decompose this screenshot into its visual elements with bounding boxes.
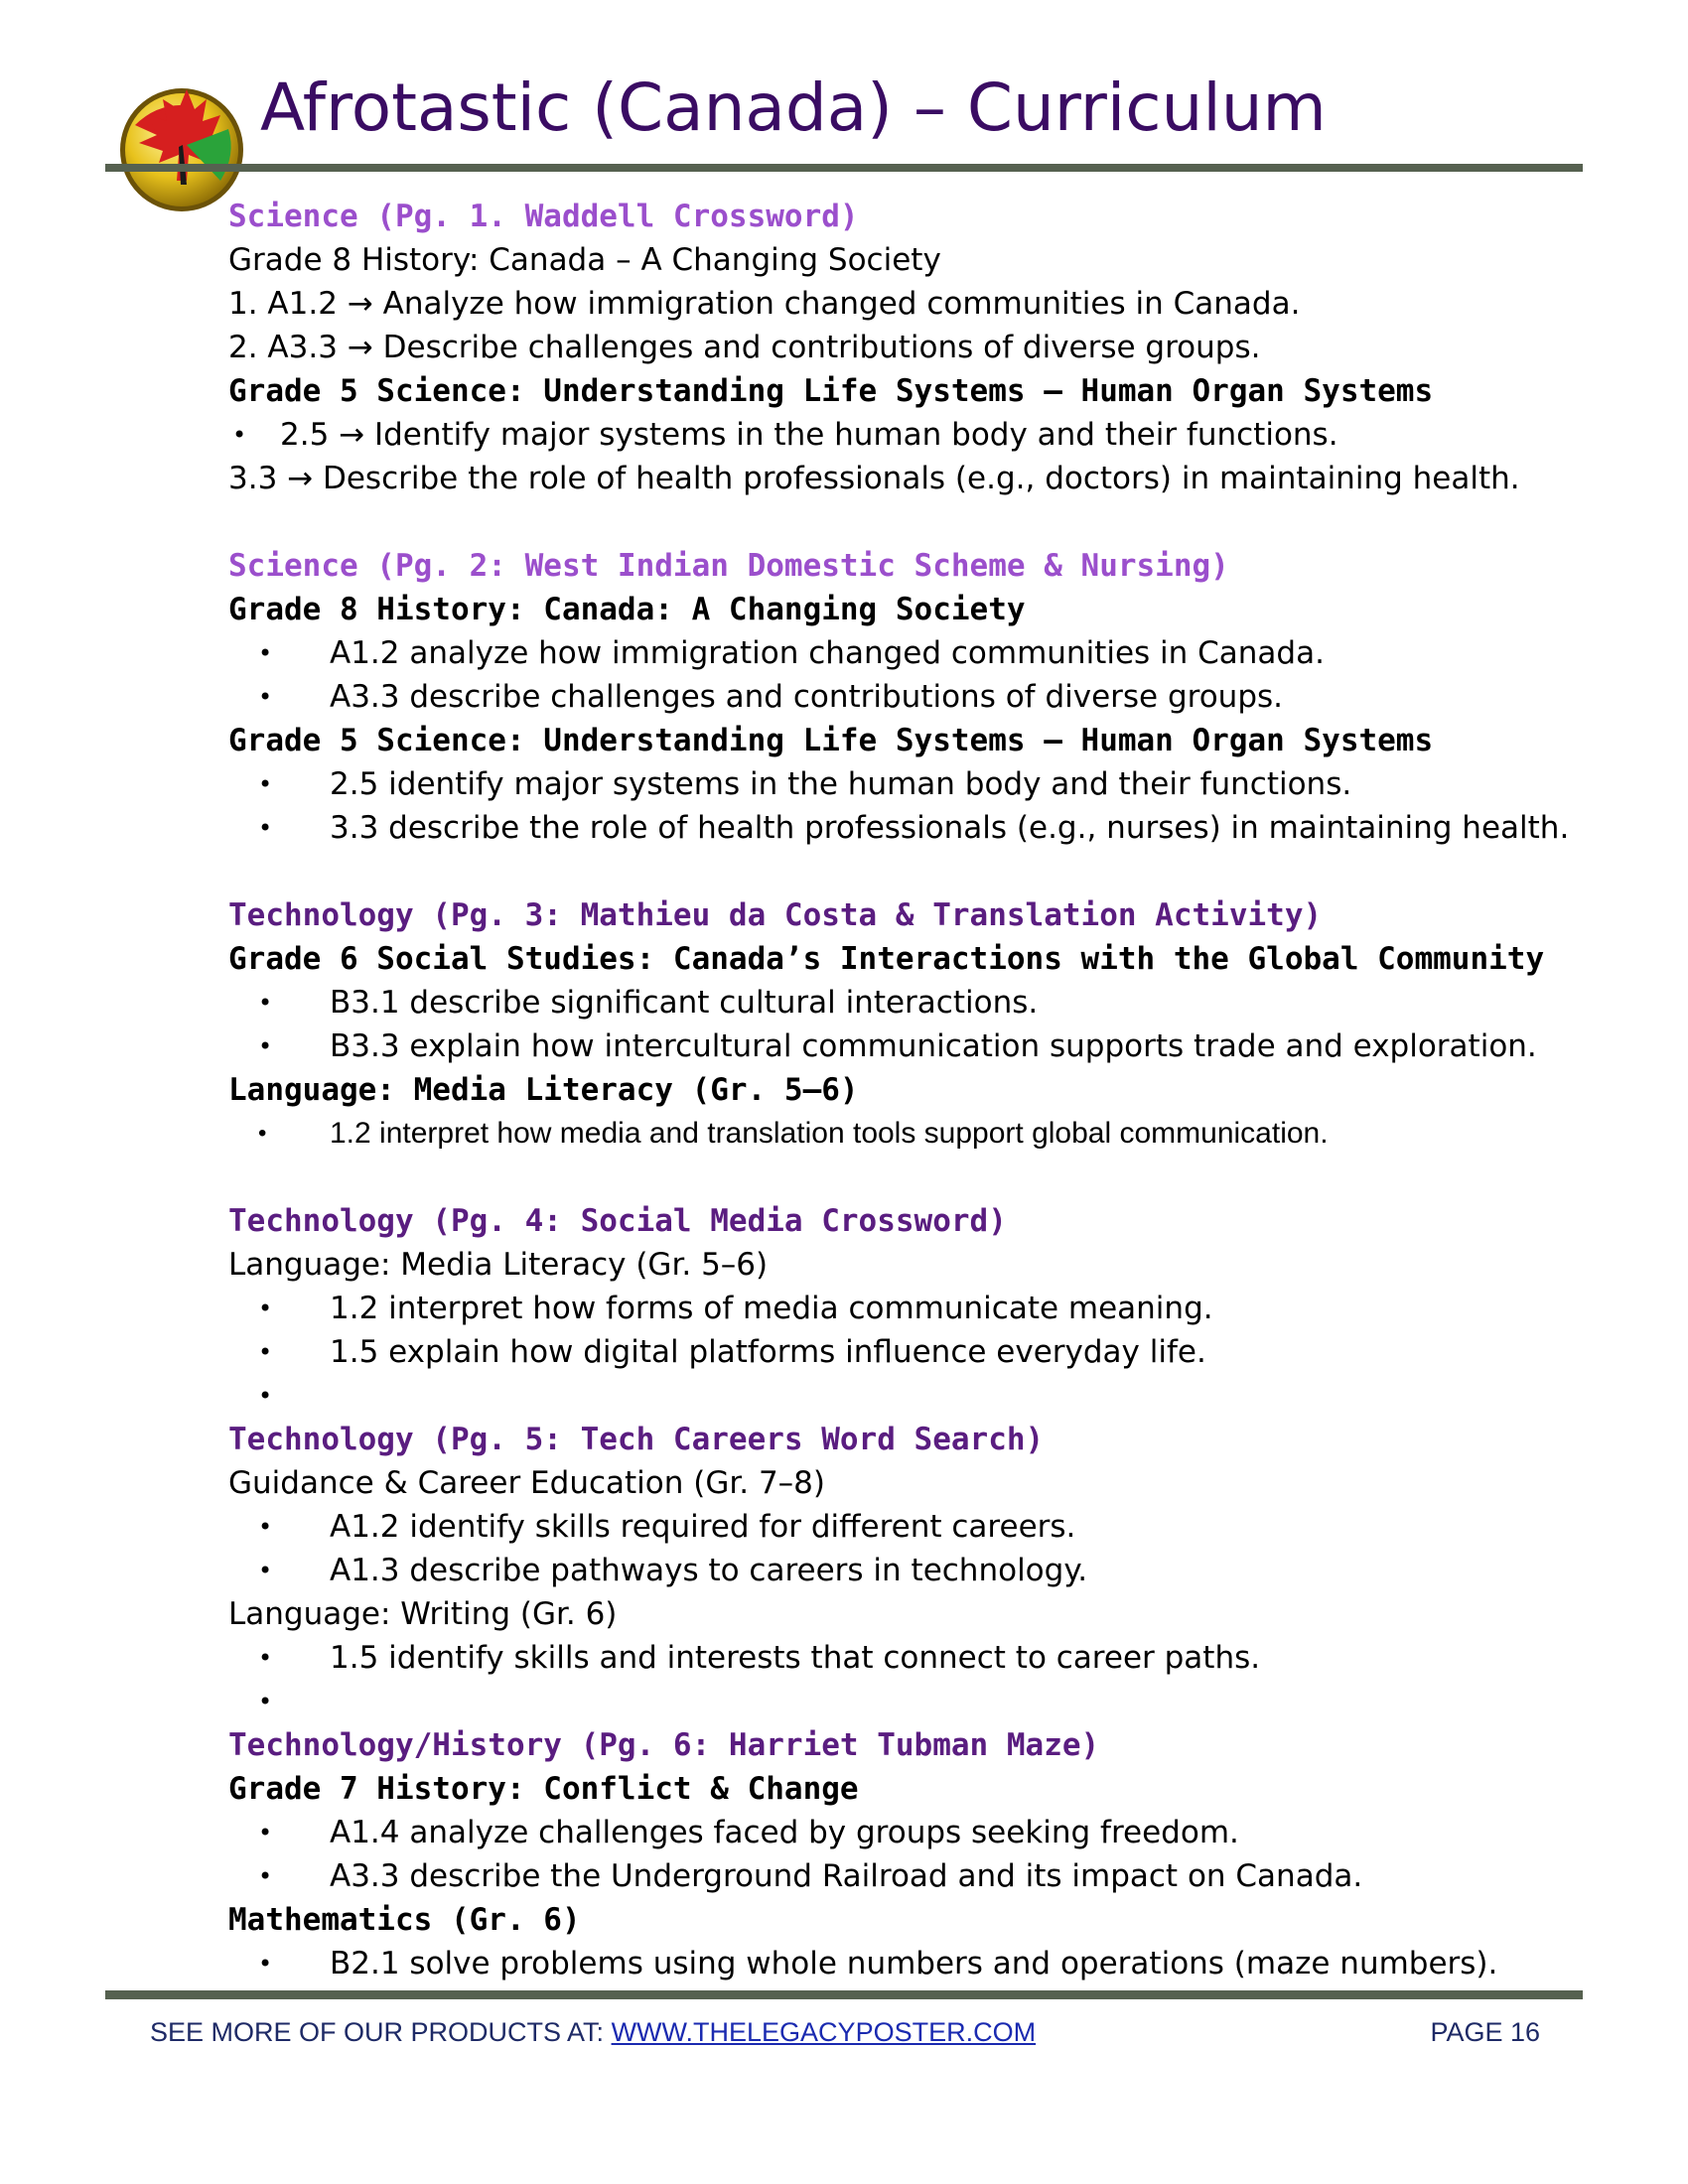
list-item bbox=[228, 1549, 1579, 1592]
page-title: Afrotastic (Canada) – Curriculum bbox=[260, 69, 1327, 146]
expectation-line: 1. A1.2 → Analyze how immigration changed communities in Canada. bbox=[228, 286, 1301, 322]
list-item bbox=[228, 1024, 1579, 1068]
list-item bbox=[228, 981, 1579, 1024]
subject-heading: Language: Media Literacy (Gr. 5–6) bbox=[228, 1072, 859, 1108]
bullet-icon: • bbox=[258, 1819, 273, 1846]
section-technology-history-pg6 bbox=[228, 1723, 1579, 1985]
list-item-text: 1.2 interpret how forms of media communicate meaning. bbox=[330, 1291, 1213, 1326]
footer-text: SEE MORE OF OUR PRODUCTS AT: bbox=[150, 2017, 612, 2047]
bullet-icon: • bbox=[258, 1688, 273, 1715]
bullet-icon: • bbox=[258, 1557, 273, 1584]
list-item-text: A3.3 describe the Underground Railroad and its impact on Canada. bbox=[330, 1858, 1363, 1894]
header-divider bbox=[105, 164, 1583, 172]
subject-heading: Grade 5 Science: Understanding Life Systems – Human Organ Systems bbox=[228, 373, 1434, 409]
subject-heading: Grade 5 Science: Understanding Life Systems – Human Organ Systems bbox=[228, 723, 1434, 758]
bullet-icon: • bbox=[258, 1120, 267, 1147]
bullet-icon: • bbox=[258, 1032, 273, 1060]
list-item bbox=[228, 1330, 1579, 1374]
list-item-text: 3.3 describe the role of health professionals (e.g., nurses) in maintaining health. bbox=[330, 810, 1570, 846]
bullet-icon: • bbox=[258, 1382, 273, 1410]
list-item-text: A1.3 describe pathways to careers in technology. bbox=[330, 1553, 1088, 1588]
section-technology-pg3 bbox=[228, 893, 1579, 1156]
list-item-text: A1.2 analyze how immigration changed communities in Canada. bbox=[330, 635, 1325, 671]
bullet-icon: • bbox=[258, 639, 273, 667]
canada-maple-leaf-logo-icon bbox=[117, 85, 246, 214]
section-heading: Technology (Pg. 5: Tech Careers Word Search) bbox=[228, 1422, 1045, 1457]
subject-line: Grade 8 History: Canada – A Changing Society bbox=[228, 242, 941, 278]
subject-heading: Grade 6 Social Studies: Canada’s Interactions with the Global Community bbox=[228, 941, 1545, 977]
list-item bbox=[228, 1112, 1579, 1156]
list-item-empty bbox=[228, 1680, 1579, 1723]
subject-line: Language: Media Literacy (Gr. 5–6) bbox=[228, 1247, 769, 1283]
list-item bbox=[228, 631, 1579, 675]
list-item bbox=[228, 762, 1579, 806]
list-item-text: 1.2 interpret how media and translation tools support global communication. bbox=[330, 1117, 1329, 1150]
footer bbox=[150, 2017, 1540, 2057]
subject-heading: Mathematics (Gr. 6) bbox=[228, 1902, 581, 1938]
list-item-text: B3.3 explain how intercultural communication supports trade and exploration. bbox=[330, 1028, 1537, 1064]
bullet-icon: • bbox=[258, 770, 273, 798]
section-science-pg2 bbox=[228, 544, 1579, 850]
list-item-text: 2.5 → Identify major systems in the human body and their functions. bbox=[280, 417, 1338, 453]
subject-line: Language: Writing (Gr. 6) bbox=[228, 1596, 618, 1632]
section-heading: Science (Pg. 1. Waddell Crossword) bbox=[228, 199, 859, 234]
list-item bbox=[228, 1287, 1579, 1330]
bullet-icon: • bbox=[258, 989, 273, 1017]
website-link[interactable]: WWW.THELEGACYPOSTER.COM bbox=[611, 2017, 1037, 2047]
list-item bbox=[228, 1505, 1579, 1549]
subject-heading: Grade 7 History: Conflict & Change bbox=[228, 1771, 859, 1807]
list-item-text: 1.5 explain how digital platforms influence everyday life. bbox=[330, 1334, 1206, 1370]
bullet-icon: • bbox=[258, 1338, 273, 1366]
bullet-icon: • bbox=[258, 1295, 273, 1322]
list-item bbox=[228, 1636, 1579, 1680]
list-item-text: B3.1 describe significant cultural interactions. bbox=[330, 985, 1039, 1021]
subject-heading: Grade 8 History: Canada: A Changing Society bbox=[228, 592, 1026, 627]
section-technology-pg4 bbox=[228, 1199, 1579, 1418]
bullet-icon: • bbox=[258, 1513, 273, 1541]
list-item-text: B2.1 solve problems using whole numbers and operations (maze numbers). bbox=[330, 1946, 1498, 1981]
curriculum-content bbox=[228, 195, 1579, 1985]
list-item-text: 2.5 identify major systems in the human body and their functions. bbox=[330, 766, 1352, 802]
bullet-icon: • bbox=[258, 1862, 273, 1890]
bullet-icon: • bbox=[258, 1644, 273, 1672]
list-item bbox=[228, 806, 1579, 850]
list-item bbox=[228, 1854, 1579, 1898]
bullet-icon: • bbox=[258, 683, 273, 711]
list-item-text: 1.5 identify skills and interests that connect to career paths. bbox=[330, 1640, 1261, 1676]
bullet-icon: • bbox=[258, 1950, 273, 1978]
section-heading: Technology (Pg. 3: Mathieu da Costa & Translation Activity) bbox=[228, 897, 1323, 933]
expectation-line: 2. A3.3 → Describe challenges and contributions of diverse groups. bbox=[228, 330, 1261, 365]
list-item-empty bbox=[228, 1374, 1579, 1418]
list-item-text: A3.3 describe challenges and contributions of diverse groups. bbox=[330, 679, 1284, 715]
page-number: PAGE 16 bbox=[1430, 2017, 1540, 2047]
section-science-pg1 bbox=[228, 195, 1579, 500]
bullet-icon: • bbox=[232, 421, 247, 449]
footer-divider bbox=[105, 1990, 1583, 1999]
list-item-text: A1.4 analyze challenges faced by groups seeking freedom. bbox=[330, 1815, 1239, 1850]
section-heading: Technology/History (Pg. 6: Harriet Tubman Maze) bbox=[228, 1727, 1100, 1763]
list-item-text: A1.2 identify skills required for different careers. bbox=[330, 1509, 1076, 1545]
section-heading: Technology (Pg. 4: Social Media Crossword) bbox=[228, 1203, 1007, 1239]
list-item bbox=[228, 1811, 1579, 1854]
list-item bbox=[228, 675, 1579, 719]
list-item bbox=[228, 413, 1579, 457]
bullet-icon: • bbox=[258, 814, 273, 842]
list-item bbox=[228, 1942, 1579, 1985]
section-heading: Science (Pg. 2: West Indian Domestic Scheme & Nursing) bbox=[228, 548, 1229, 584]
section-technology-pg5 bbox=[228, 1418, 1579, 1723]
subject-line: Guidance & Career Education (Gr. 7–8) bbox=[228, 1465, 826, 1501]
expectation-line: 3.3 → Describe the role of health professionals (e.g., doctors) in maintaining health. bbox=[228, 461, 1520, 496]
